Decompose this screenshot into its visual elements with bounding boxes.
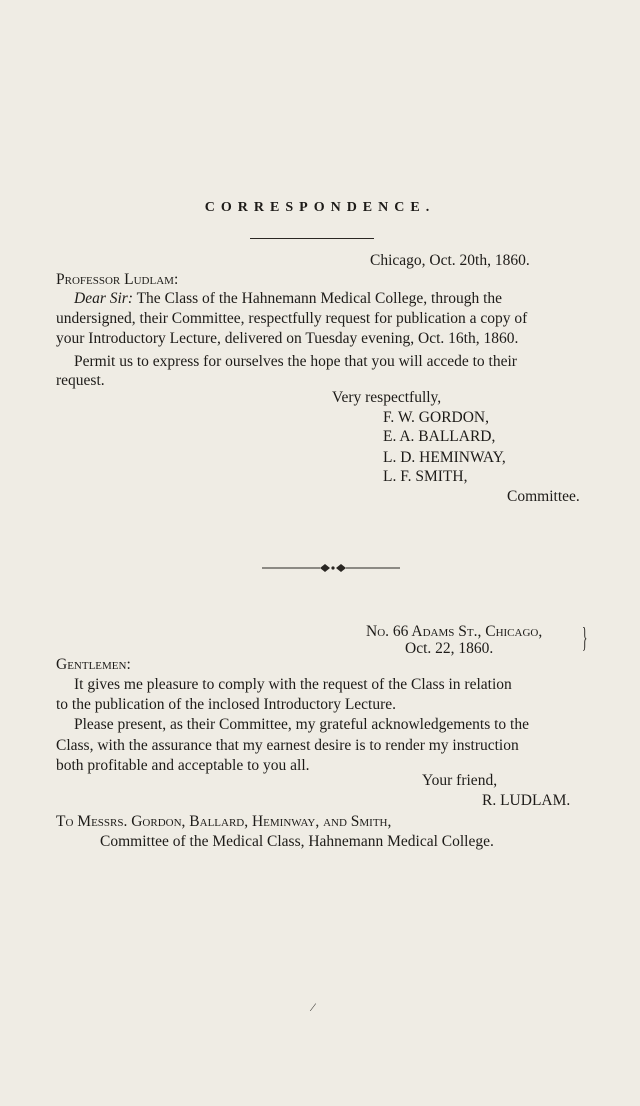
letter2-para2-line3: both profitable and acceptable to you all.	[56, 757, 310, 774]
letter2-addressee-line2: Committee of the Medical Class, Hahnemann Medical College.	[100, 833, 494, 850]
letter2-closing: Your friend,	[422, 772, 498, 789]
letter2-para1-line2: to the publication of the inclosed Introductory Lecture.	[56, 696, 397, 713]
letter1-salutation: Professor Ludlam:	[56, 271, 179, 288]
letter2-para1-line1: It gives me pleasure to comply with the request of the Class in relation	[74, 676, 512, 693]
letter1-signer-4: L. F. SMITH,	[383, 468, 468, 485]
page-heading: CORRESPONDENCE.	[204, 200, 436, 215]
stray-ink-mark: ⁄	[312, 1000, 315, 1014]
letter1-para1-line2: undersigned, their Committee, respectfully request for publication a copy of	[56, 310, 528, 327]
dear-sir: Dear Sir:	[74, 290, 133, 307]
letter2-addressee-line1: To Messrs. Gordon, Ballard, Heminway, and Smith,	[56, 813, 392, 830]
letter1-para2-line2: request.	[56, 372, 105, 389]
letter1-signer-1: F. W. GORDON,	[383, 409, 489, 426]
letter1-para1-line1: Dear Sir: The Class of the Hahnemann Medical College, through the	[74, 290, 503, 307]
ornament-divider	[262, 562, 400, 574]
letter1-dateline: Chicago, Oct. 20th, 1860.	[370, 252, 530, 269]
letter2-para2-line1: Please present, as their Committee, my grateful acknowledgements to the	[74, 716, 529, 733]
address-brace: }	[582, 623, 588, 654]
letter1-para1-line3: your Introductory Lecture, delivered on Tuesday evening, Oct. 16th, 1860.	[56, 330, 519, 347]
heading-rule	[250, 238, 374, 239]
letter1-signer-3: L. D. HEMINWAY,	[383, 449, 506, 466]
letter1-signer-2: E. A. BALLARD,	[383, 428, 496, 445]
letter2-address-line2: Oct. 22, 1860.	[405, 640, 494, 657]
letter2-para2-line2: Class, with the assurance that my earnest desire is to render my instruction	[56, 737, 519, 754]
letter2-address-line1: No. 66 Adams St., Chicago,	[366, 623, 543, 640]
letter1-para2-line1: Permit us to express for ourselves the hope that you will accede to their	[74, 353, 517, 370]
letter1-closing: Very respectfully,	[332, 389, 442, 406]
letter1-signer-title: Committee.	[507, 488, 580, 505]
letter2-salutation: Gentlemen:	[56, 656, 131, 673]
letter2-signature: R. LUDLAM.	[482, 792, 571, 809]
